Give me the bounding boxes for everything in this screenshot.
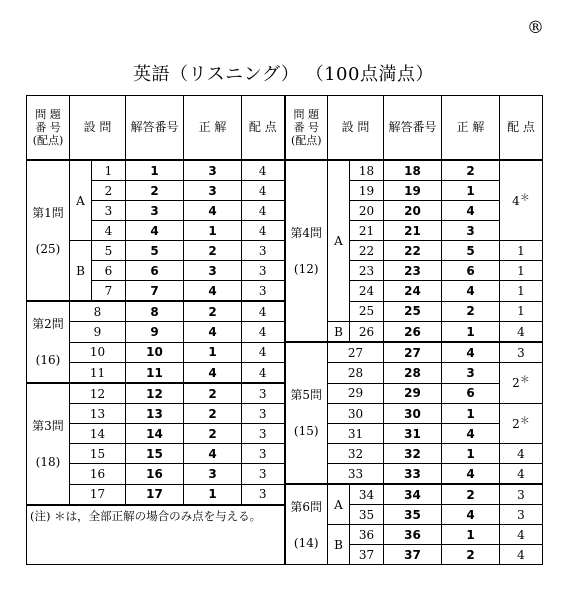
answer-number: 35 bbox=[384, 505, 442, 525]
question-number: 8 bbox=[70, 301, 126, 322]
registered-mark: ® bbox=[527, 18, 544, 38]
answer-number: 5 bbox=[126, 241, 184, 261]
header-setumon-2: 設 問 bbox=[328, 96, 384, 161]
q4-sub-a: A bbox=[328, 160, 350, 322]
table-row bbox=[27, 484, 543, 505]
header-setumon: 設 問 bbox=[70, 96, 126, 161]
q4-points: (12) bbox=[293, 262, 319, 276]
points: 3 bbox=[242, 424, 285, 444]
q3-label: 第3問 bbox=[32, 418, 64, 433]
correct-answer: 2 bbox=[442, 160, 500, 181]
answer-number: 29 bbox=[384, 383, 442, 404]
points: 3 bbox=[242, 404, 285, 424]
correct-answer: 4 bbox=[442, 464, 500, 485]
correct-answer: 1 bbox=[184, 221, 242, 241]
points: 4 bbox=[500, 525, 543, 545]
correct-answer: 1 bbox=[184, 484, 242, 505]
answer-number: 27 bbox=[384, 342, 442, 363]
q5-group2-points bbox=[500, 404, 543, 444]
points: 4 bbox=[242, 221, 285, 241]
correct-answer: 1 bbox=[184, 342, 242, 363]
answer-number: 15 bbox=[126, 444, 184, 464]
correct-answer: 3 bbox=[184, 181, 242, 201]
star-mark: ＊ bbox=[519, 192, 530, 204]
answer-table bbox=[26, 95, 543, 565]
points: 3 bbox=[242, 464, 285, 485]
q5-label: 第5問 bbox=[290, 388, 323, 402]
question-number: 35 bbox=[350, 505, 384, 525]
answer-number: 21 bbox=[384, 221, 442, 241]
correct-answer: 2 bbox=[184, 383, 242, 404]
question-number: 34 bbox=[350, 484, 384, 505]
answer-number: 31 bbox=[384, 424, 442, 444]
correct-answer: 4 bbox=[442, 505, 500, 525]
question-number: 33 bbox=[328, 464, 384, 485]
correct-answer: 6 bbox=[442, 383, 500, 404]
q3-group bbox=[27, 383, 70, 505]
question-number: 5 bbox=[92, 241, 126, 261]
q2-label: 第2問 bbox=[32, 317, 64, 331]
question-number: 10 bbox=[70, 342, 126, 363]
points: 3 bbox=[242, 261, 285, 281]
answer-number: 17 bbox=[126, 484, 184, 505]
header-answer-no: 解答番号 bbox=[126, 96, 184, 161]
correct-answer: 3 bbox=[442, 363, 500, 384]
q5-group1-points bbox=[500, 363, 543, 404]
points: 3 bbox=[242, 444, 285, 464]
correct-answer: 2 bbox=[442, 484, 500, 505]
correct-answer: 2 bbox=[442, 301, 500, 322]
correct-answer: 1 bbox=[442, 444, 500, 464]
answer-number: 1 bbox=[126, 160, 184, 181]
q3-points: (18) bbox=[35, 454, 61, 469]
header-points: 配 点 bbox=[242, 96, 285, 161]
header-correct: 正 解 bbox=[184, 96, 242, 161]
points: 4 bbox=[242, 363, 285, 384]
question-number: 6 bbox=[92, 261, 126, 281]
answer-number: 4 bbox=[126, 221, 184, 241]
question-number: 23 bbox=[350, 261, 384, 281]
q5-group bbox=[285, 342, 328, 484]
correct-answer: 2 bbox=[442, 545, 500, 565]
correct-answer: 2 bbox=[184, 424, 242, 444]
question-number: 32 bbox=[328, 444, 384, 464]
q6-group bbox=[285, 484, 328, 565]
question-number: 30 bbox=[328, 404, 384, 424]
points: 4 bbox=[500, 545, 543, 565]
answer-number: 30 bbox=[384, 404, 442, 424]
question-number: 31 bbox=[328, 424, 384, 444]
answer-number: 18 bbox=[384, 160, 442, 181]
q1-sub-a: A bbox=[70, 160, 92, 241]
question-number: 17 bbox=[70, 484, 126, 505]
points: 3 bbox=[500, 484, 543, 505]
group-points-value: 4 bbox=[512, 193, 520, 208]
answer-number: 26 bbox=[384, 322, 442, 343]
points: 3 bbox=[242, 281, 285, 302]
answer-number: 13 bbox=[126, 404, 184, 424]
answer-number: 8 bbox=[126, 301, 184, 322]
correct-answer: 4 bbox=[184, 363, 242, 384]
correct-answer: 4 bbox=[184, 281, 242, 302]
answer-number: 3 bbox=[126, 201, 184, 221]
correct-answer: 4 bbox=[442, 281, 500, 302]
correct-answer: 1 bbox=[442, 181, 500, 201]
q2-group bbox=[27, 301, 70, 383]
q6-points: (14) bbox=[293, 535, 319, 550]
question-number: 26 bbox=[350, 322, 384, 343]
note: (注) ＊は，全部正解の場合のみ点を与える。 bbox=[27, 505, 285, 565]
correct-answer: 4 bbox=[442, 342, 500, 363]
correct-answer: 4 bbox=[442, 424, 500, 444]
header-answer-no-2: 解答番号 bbox=[384, 96, 442, 161]
question-number: 15 bbox=[70, 444, 126, 464]
points: 3 bbox=[500, 505, 543, 525]
points: 1 bbox=[500, 281, 543, 302]
correct-answer: 6 bbox=[442, 261, 500, 281]
answer-number: 23 bbox=[384, 261, 442, 281]
header-points-2: 配 点 bbox=[500, 96, 543, 161]
question-number: 4 bbox=[92, 221, 126, 241]
correct-answer: 5 bbox=[442, 241, 500, 261]
question-number: 19 bbox=[350, 181, 384, 201]
group-points-value: 2 bbox=[512, 416, 520, 431]
question-number: 21 bbox=[350, 221, 384, 241]
question-number: 25 bbox=[350, 301, 384, 322]
points: 3 bbox=[242, 484, 285, 505]
question-number: 18 bbox=[350, 160, 384, 181]
correct-answer: 3 bbox=[184, 261, 242, 281]
question-number: 37 bbox=[350, 545, 384, 565]
answer-number: 16 bbox=[126, 464, 184, 485]
answer-number: 14 bbox=[126, 424, 184, 444]
q4-group-points bbox=[500, 160, 543, 241]
group-points-value: 2 bbox=[512, 376, 520, 390]
points: 4 bbox=[242, 160, 285, 181]
question-number: 2 bbox=[92, 181, 126, 201]
q4-label: 第4問 bbox=[290, 226, 323, 240]
question-number: 7 bbox=[92, 281, 126, 302]
answer-number: 6 bbox=[126, 261, 184, 281]
question-number: 24 bbox=[350, 281, 384, 302]
question-number: 27 bbox=[328, 342, 384, 363]
question-number: 9 bbox=[70, 322, 126, 343]
question-number: 28 bbox=[328, 363, 384, 384]
correct-answer: 2 bbox=[184, 301, 242, 322]
correct-answer: 1 bbox=[442, 404, 500, 424]
correct-answer: 2 bbox=[184, 404, 242, 424]
correct-answer: 2 bbox=[184, 241, 242, 261]
question-number: 22 bbox=[350, 241, 384, 261]
answer-number: 28 bbox=[384, 363, 442, 384]
answer-number: 12 bbox=[126, 383, 184, 404]
q1-label: 第1問 bbox=[32, 205, 64, 220]
answer-number: 11 bbox=[126, 363, 184, 384]
question-number: 3 bbox=[92, 201, 126, 221]
table-row bbox=[27, 160, 543, 181]
points: 4 bbox=[500, 464, 543, 485]
question-number: 16 bbox=[70, 464, 126, 485]
q4-group bbox=[285, 160, 328, 342]
question-number: 13 bbox=[70, 404, 126, 424]
correct-answer: 3 bbox=[442, 221, 500, 241]
correct-answer: 3 bbox=[184, 464, 242, 485]
q4-sub-b: B bbox=[328, 322, 350, 343]
points: 3 bbox=[242, 241, 285, 261]
q1-sub-b: B bbox=[70, 241, 92, 302]
points: 4 bbox=[500, 322, 543, 343]
answer-number: 37 bbox=[384, 545, 442, 565]
answer-number: 34 bbox=[384, 484, 442, 505]
correct-answer: 3 bbox=[184, 160, 242, 181]
page-title: 英語（リスニング） （100点満点） bbox=[133, 64, 434, 85]
star-mark: ＊ bbox=[519, 375, 530, 386]
answer-number: 7 bbox=[126, 281, 184, 302]
correct-answer: 4 bbox=[442, 201, 500, 221]
question-number: 29 bbox=[328, 383, 384, 404]
correct-answer: 4 bbox=[184, 201, 242, 221]
answer-number: 32 bbox=[384, 444, 442, 464]
star-mark: ＊ bbox=[519, 415, 530, 427]
header-correct-2: 正 解 bbox=[442, 96, 500, 161]
points: 4 bbox=[242, 301, 285, 322]
answer-number: 36 bbox=[384, 525, 442, 545]
points: 3 bbox=[242, 383, 285, 404]
question-number: 12 bbox=[70, 383, 126, 404]
correct-answer: 1 bbox=[442, 322, 500, 343]
q1-group bbox=[27, 160, 70, 301]
question-number: 11 bbox=[70, 363, 126, 384]
header-question-no-2: 問 題 番 号 (配点) bbox=[285, 96, 328, 161]
q2-points: (16) bbox=[35, 353, 61, 367]
question-number: 20 bbox=[350, 201, 384, 221]
answer-number: 25 bbox=[384, 301, 442, 322]
answer-number: 33 bbox=[384, 464, 442, 485]
answer-number: 22 bbox=[384, 241, 442, 261]
correct-answer: 4 bbox=[184, 444, 242, 464]
points: 3 bbox=[500, 342, 543, 363]
table-row bbox=[27, 342, 543, 363]
points: 4 bbox=[242, 322, 285, 343]
answer-number: 10 bbox=[126, 342, 184, 363]
header-question-no: 問 題 番 号 (配点) bbox=[27, 96, 70, 161]
correct-answer: 1 bbox=[442, 525, 500, 545]
points: 4 bbox=[242, 342, 285, 363]
header-row bbox=[27, 96, 543, 161]
question-number: 14 bbox=[70, 424, 126, 444]
answer-number: 24 bbox=[384, 281, 442, 302]
points: 1 bbox=[500, 241, 543, 261]
points: 1 bbox=[500, 261, 543, 281]
q6-sub-b: B bbox=[328, 525, 350, 565]
points: 4 bbox=[500, 444, 543, 464]
q6-label: 第6問 bbox=[290, 499, 323, 514]
answer-number: 9 bbox=[126, 322, 184, 343]
points: 4 bbox=[242, 201, 285, 221]
q1-points: (25) bbox=[35, 241, 61, 256]
points: 1 bbox=[500, 301, 543, 322]
answer-number: 20 bbox=[384, 201, 442, 221]
answer-number: 2 bbox=[126, 181, 184, 201]
correct-answer: 4 bbox=[184, 322, 242, 343]
q6-sub-a: A bbox=[328, 484, 350, 525]
question-number: 36 bbox=[350, 525, 384, 545]
q5-points: (15) bbox=[293, 424, 319, 438]
answer-number: 19 bbox=[384, 181, 442, 201]
points: 4 bbox=[242, 181, 285, 201]
question-number: 1 bbox=[92, 160, 126, 181]
